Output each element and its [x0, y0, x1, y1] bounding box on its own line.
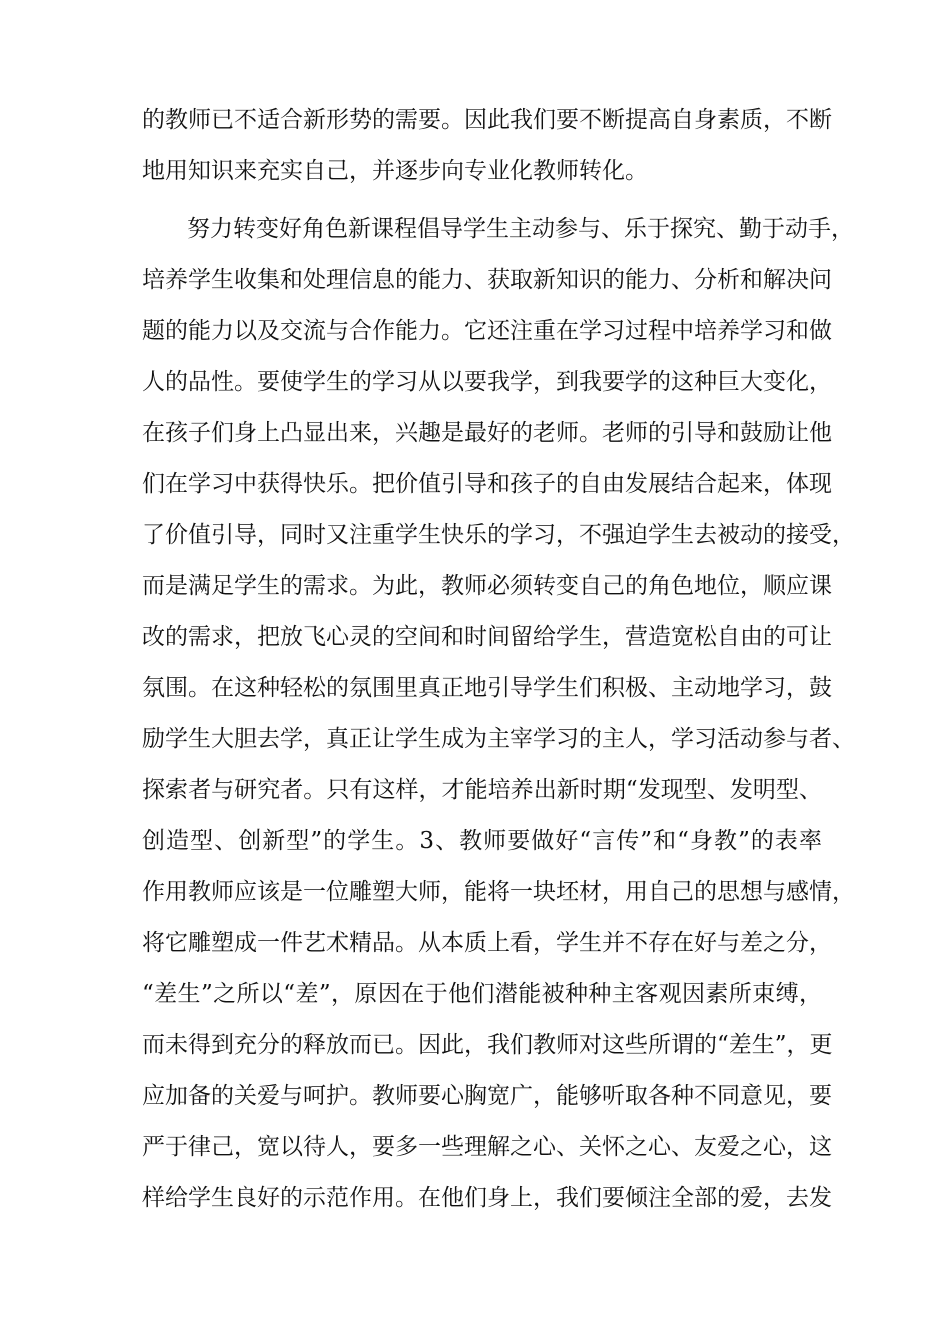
text-line-19: 而未得到充分的释放而已。因此，我们教师对这些所谓的“差生”，更 [142, 1032, 833, 1058]
text-line-5: 题的能力以及交流与合作能力。它还注重在学习过程中培养学习和做 [142, 318, 832, 344]
text-line-6: 人的品性。要使学生的学习从以要我学，到我要学的这种巨大变化， [142, 369, 832, 395]
text-line-14: 探索者与研究者。只有这样，才能培养出新时期“发现型、发明型、 [142, 777, 822, 803]
text-line-7: 在孩子们身上凸显出来，兴趣是最好的老师。老师的引导和鼓励让他 [142, 420, 832, 446]
text-line-8: 们在学习中获得快乐。把价值引导和孩子的自由发展结合起来，体现 [142, 471, 832, 497]
text-line-17: 将它雕塑成一件艺术精品。从本质上看，学生并不存在好与差之分， [142, 930, 832, 956]
text-line-11: 改的需求，把放飞心灵的空间和时间留给学生，营造宽松自由的可让 [142, 624, 832, 650]
text-line-2: 地用知识来充实自己，并逐步向专业化教师转化。 [142, 158, 648, 184]
text-line-18: “差生”之所以“差”，原因在于他们潜能被种种主客观因素所束缚， [142, 981, 822, 1007]
text-line-12: 氛围。在这种轻松的氛围里真正地引导学生们积极、主动地学习，鼓 [142, 675, 832, 701]
text-line-20: 应加备的关爱与呵护。教师要心胸宽广，能够听取各种不同意见，要 [142, 1083, 832, 1109]
text-line-16: 作用教师应该是一位雕塑大师，能将一块坯材，用自己的思想与感情， [142, 879, 855, 905]
text-line-15: 创造型、创新型”的学生。3、教师要做好“言传”和“身教”的表率 [142, 828, 822, 854]
text-line-3: 努力转变好角色新课程倡导学生主动参与、乐于探究、勤于动手， [187, 216, 854, 242]
text-line-1: 的教师已不适合新形势的需要。因此我们要不断提高自身素质，不断 [142, 107, 832, 133]
text-line-13: 励学生大胆去学，真正让学生成为主宰学习的主人，学习活动参与者、 [142, 726, 855, 752]
text-line-22: 样给学生良好的示范作用。在他们身上，我们要倾注全部的爱，去发 [142, 1185, 832, 1211]
text-line-21: 严于律己，宽以待人，要多一些理解之心、关怀之心、友爱之心，这 [142, 1134, 832, 1160]
text-line-10: 而是满足学生的需求。为此，教师必须转变自己的角色地位，顺应课 [142, 573, 832, 599]
text-line-4: 培养学生收集和处理信息的能力、获取新知识的能力、分析和解决问 [142, 267, 832, 293]
text-line-9: 了价值引导，同时又注重学生快乐的学习，不强迫学生去被动的接受， [142, 522, 855, 548]
